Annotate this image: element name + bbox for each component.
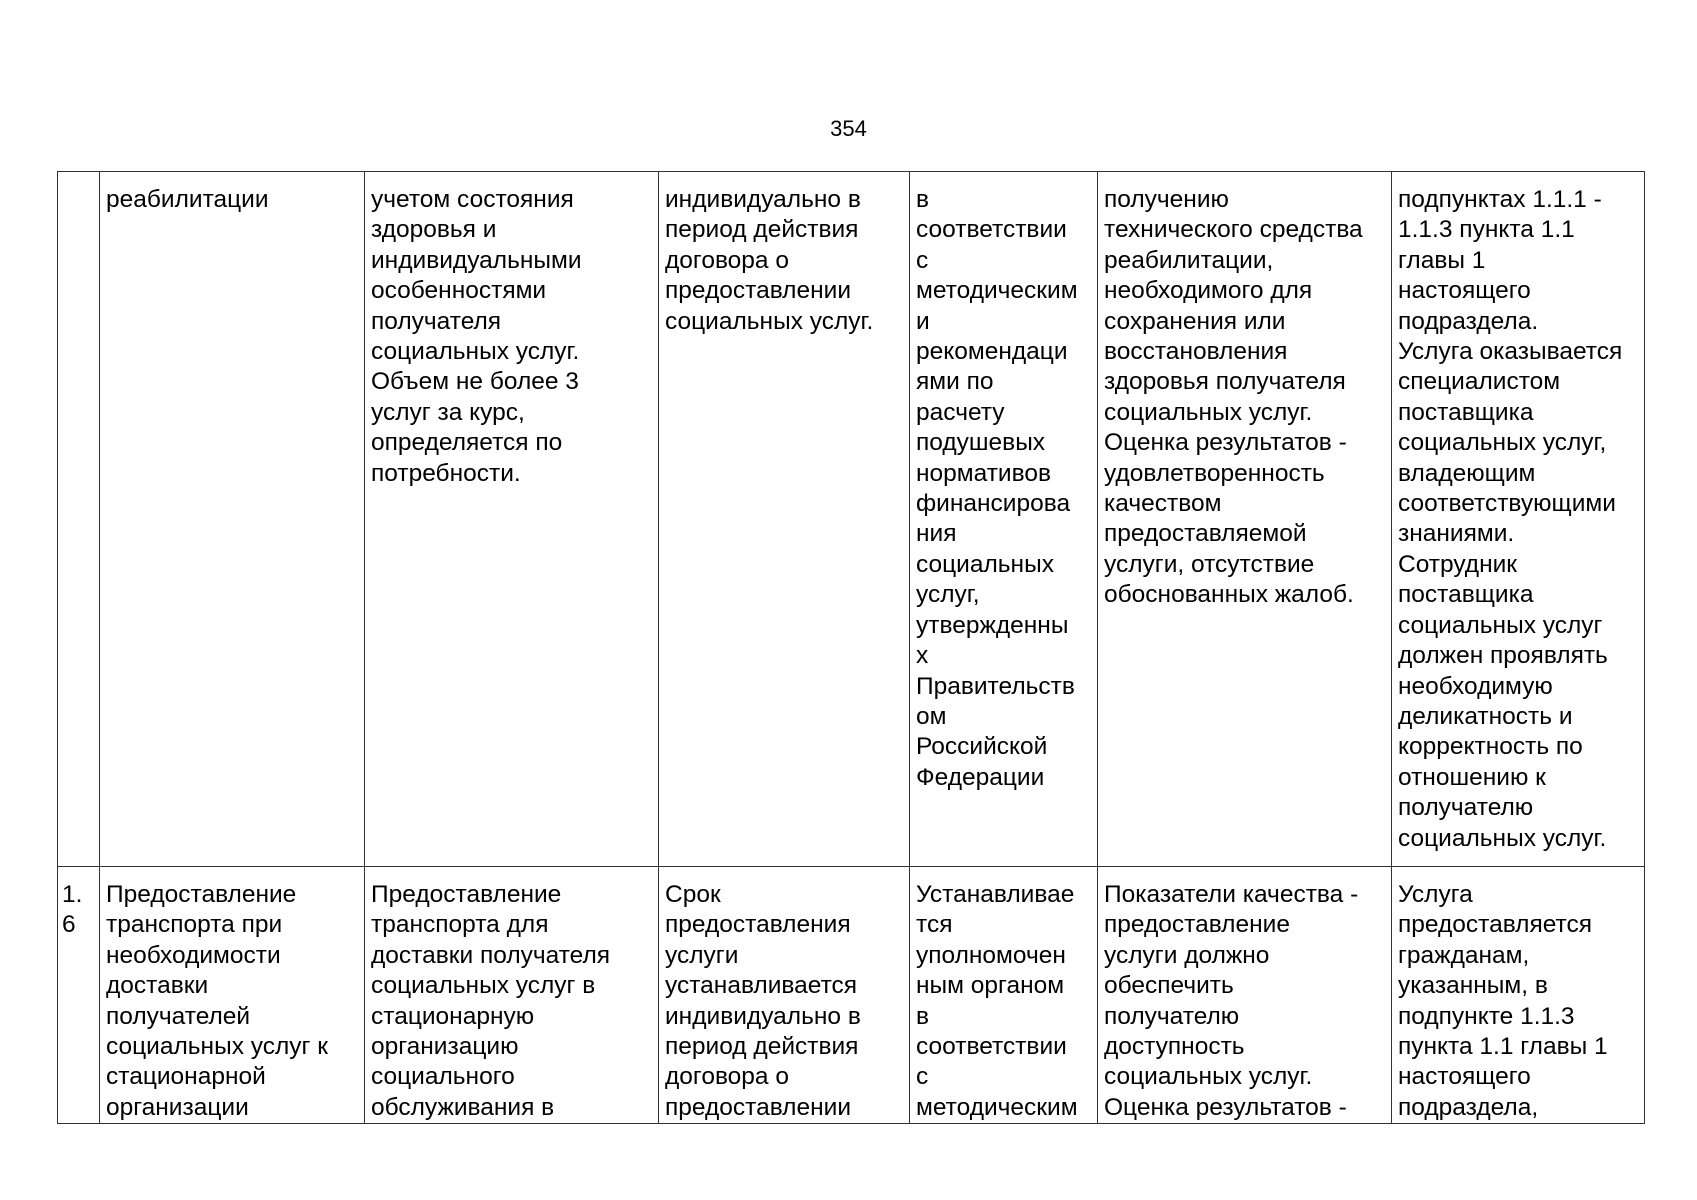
cell-number: 1. 6 bbox=[58, 866, 100, 1123]
cell-service-description: Предоставление транспорта для доставки получателя социальных услуг в стационарную организацию социального обслуживания в bbox=[365, 866, 659, 1123]
cell-conditions: Услуга предоставляется гражданам, указанным, в подпункте 1.1.3 пункта 1.1 главы 1 настоящего подраздела, bbox=[1392, 866, 1645, 1123]
cell-service-term: индивидуально в период действия договора о предоставлении социальных услуг. bbox=[659, 172, 910, 867]
cell-quality-indicators: Показатели качества - предоставление услуги должно обеспечить получателю доступность социальных услуг. Оценка результатов - bbox=[1098, 866, 1392, 1123]
page-number: 354 bbox=[830, 116, 867, 141]
table-row bbox=[58, 866, 1645, 1123]
table-row bbox=[58, 172, 1645, 867]
cell-service-name: реабилитации bbox=[100, 172, 365, 867]
cell-quality-indicators: получению технического средства реабилитации, необходимого для сохранения или восстановления здоровья получателя социальных услуг. Оценка результатов - удовлетворенность качеством предоставляемой услуги, отсутствие обоснованных жалоб. bbox=[1098, 172, 1392, 867]
cell-service-name: Предоставление транспорта при необходимости доставки получателей социальных услуг к стационарной организации bbox=[100, 866, 365, 1123]
cell-service-description: учетом состояния здоровья и индивидуальными особенностями получателя социальных услуг. Объем не более 3 услуг за курс, определяется по потребности. bbox=[365, 172, 659, 867]
cell-number bbox=[58, 172, 100, 867]
cell-service-term: Срок предоставления услуги устанавливается индивидуально в период действия договора о предоставлении bbox=[659, 866, 910, 1123]
cell-tariff: в соответствии с методическим и рекомендаци ями по расчету подушевых нормативов финансирова ния социальных услуг, утвержденны х Правительств ом Российской Федерации bbox=[910, 172, 1098, 867]
cell-tariff: Устанавливае тся уполномочен ным органом в соответствии с методическим bbox=[910, 866, 1098, 1123]
services-table bbox=[57, 171, 1645, 1124]
cell-conditions: подпунктах 1.1.1 - 1.1.3 пункта 1.1 главы 1 настоящего подраздела. Услуга оказывается специалистом поставщика социальных услуг, владеющим соответствующими знаниями. Сотрудник поставщика социальных услуг должен проявлять необходимую деликатность и корректность по отношению к получателю социальных услуг. bbox=[1392, 172, 1645, 867]
